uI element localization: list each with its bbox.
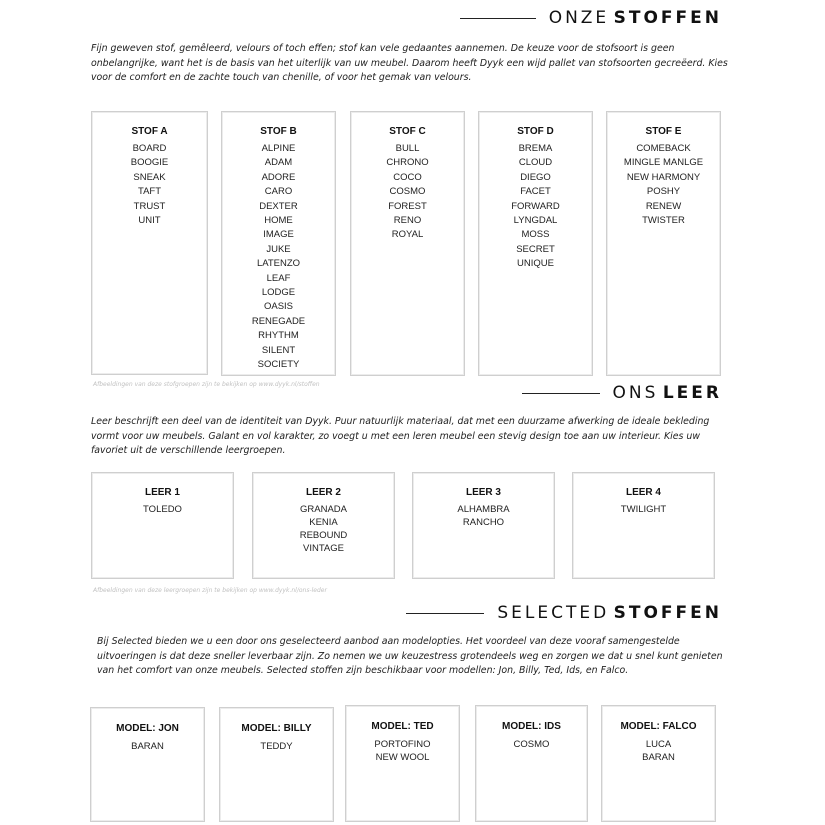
leer-group-title: LEER 3	[465, 487, 501, 498]
leer-heading	[522, 383, 723, 403]
heading-rule	[406, 613, 484, 614]
stof-group-a	[91, 111, 208, 375]
leer-group-list	[413, 503, 554, 529]
list-item: LEAF	[266, 272, 291, 284]
list-item: MOSS	[521, 229, 550, 241]
list-item: IMAGE	[263, 229, 294, 241]
list-item: OASIS	[263, 301, 294, 313]
stoffen-title-bold: STOFFEN	[613, 8, 722, 28]
list-item: TRUST	[133, 200, 166, 212]
list-item: LATENZO	[256, 258, 301, 270]
list-item: NEW HARMONY	[626, 171, 701, 183]
stoffen-title-light: ONZE	[548, 8, 610, 28]
stoffen-intro: Fijn geweven stof, gemêleerd, velours of toch effen; stof kan vele gedaantes aannemen. De keuze voor de stofsoort is geen onbelangrijke, want het is de basis van het uiterlijk van uw meubel. Daarom heeft Dyyk een wijd pallet van stofsoorten gecreëerd. Kies voor de comfort en de zachte touch van chenille, of voor het gemak van velours.	[91, 43, 728, 83]
model-group-list	[220, 741, 333, 754]
selected-title-bold: STOFFEN	[613, 603, 722, 623]
list-item: MINGLE MANLGE	[623, 157, 704, 169]
stof-group-list	[351, 142, 464, 243]
list-item: ALPINE	[261, 143, 296, 154]
list-item: BOOGIE	[130, 157, 169, 169]
model-group-title: MODEL: BILLY	[241, 723, 312, 734]
leer-title-light: ONS	[612, 383, 659, 403]
model-group-ids	[475, 705, 588, 822]
stof-group-title: STOF D	[517, 126, 554, 137]
selected-title-light: SELECTED	[497, 603, 610, 623]
list-item: BULL	[395, 143, 420, 154]
leer-group-title: LEER 1	[144, 487, 180, 498]
stof-group-list	[607, 142, 720, 228]
stof-group-list	[222, 142, 335, 373]
list-item: CLOUD	[518, 157, 553, 169]
selected-intro: Bij Selected bieden we u een door ons geselecteerd aanbod aan modelopties. Het voordeel van deze vooraf samengestelde uitvoeringen is dat deze sneller leverbaar zijn. Zo nemen we uw keuzestress grotendeels weg en zorgen we dat u snel kunt genieten van het comfort van onze meubels. Selected stoffen zijn beschikbaar voor modellen: Jon, Billy, Ted, Ids, en Falco.	[97, 636, 723, 676]
leer-group-4	[572, 472, 715, 579]
leer-intro: Leer beschrijft een deel van de identiteit van Dyyk. Puur natuurlijk materiaal, dat met een duurzame afwerking de ideale bekleding vormt voor uw meubels. Galant en vol karakter, zo voegt u met een leren meubel een stevig design toe aan uw interieur. Kies uw favoriet uit de verschillende leergroepen.	[91, 416, 710, 456]
leer-group-list	[92, 503, 233, 517]
list-item: JUKE	[266, 243, 291, 255]
model-group-list	[476, 739, 587, 752]
leer-group-title: LEER 2	[305, 487, 341, 498]
stof-group-list	[92, 142, 207, 228]
list-item: UNIT	[138, 215, 161, 227]
stof-group-title: STOF B	[260, 126, 297, 137]
stof-group-d	[478, 111, 593, 376]
list-item: GRANADA	[300, 504, 347, 515]
list-item: COSMO	[389, 186, 426, 198]
model-group-ted	[345, 705, 460, 822]
list-item: COMEBACK	[636, 143, 691, 154]
list-item: COCO	[393, 171, 422, 183]
list-item: HOME	[264, 215, 293, 227]
leer-group-title: LEER 4	[625, 487, 661, 498]
model-group-list	[602, 739, 715, 764]
list-item: BOARD	[132, 143, 167, 154]
list-item: KENIA	[309, 517, 338, 528]
list-item: LUCA	[645, 739, 672, 750]
model-group-falco	[601, 705, 716, 822]
leer-title-bold: LEER	[662, 383, 722, 403]
selected-heading	[406, 603, 722, 623]
leer-group-2	[252, 472, 395, 579]
list-item: POSHY	[646, 186, 681, 198]
list-item: BARAN	[131, 741, 164, 752]
leer-group-1	[91, 472, 234, 579]
list-item: COSMO	[513, 739, 550, 750]
model-group-title: MODEL: FALCO	[620, 721, 697, 732]
list-item: CARO	[264, 186, 293, 198]
list-item: VINTAGE	[303, 543, 344, 554]
model-group-list	[346, 739, 459, 764]
list-item: TWILIGHT	[620, 504, 667, 515]
list-item: ALHAMBRA	[457, 504, 510, 515]
list-item: ROYAL	[391, 229, 424, 241]
list-item: DIEGO	[520, 171, 551, 183]
leer-group-3	[412, 472, 555, 579]
list-item: FACET	[520, 186, 551, 198]
heading-rule	[460, 18, 536, 19]
stoffen-heading	[460, 8, 722, 28]
stof-group-e	[606, 111, 721, 376]
stof-group-list	[479, 142, 592, 272]
heading-rule	[522, 393, 600, 394]
list-item: RENEW	[645, 200, 682, 212]
list-item: REBOUND	[299, 530, 348, 541]
stof-group-c	[350, 111, 465, 376]
list-item: TEDDY	[260, 741, 293, 752]
list-item: PORTOFINO	[374, 739, 431, 750]
list-item: TAFT	[137, 186, 162, 198]
model-group-title: MODEL: IDS	[502, 721, 561, 732]
list-item: RANCHO	[462, 517, 505, 528]
list-item: SILENT	[261, 344, 296, 356]
stoffen-caption: Afbeeldingen van deze stofgroepen zijn te bekijken op www.dyyk.nl/stoffen	[93, 381, 320, 388]
list-item: FORWARD	[511, 200, 560, 212]
list-item: BARAN	[642, 751, 675, 763]
list-item: TWISTER	[642, 215, 685, 227]
leer-caption: Afbeeldingen van deze leergroepen zijn te bekijken op www.dyyk.nl/ons-leder	[93, 587, 327, 594]
stof-group-title: STOF E	[645, 126, 682, 137]
model-group-title: MODEL: TED	[371, 721, 434, 732]
stof-group-b	[221, 111, 336, 376]
list-item: CHRONO	[386, 157, 429, 169]
list-item: LODGE	[261, 287, 296, 299]
model-group-title: MODEL: JON	[116, 723, 179, 734]
stof-group-title: STOF A	[131, 126, 168, 137]
list-item: NEW WOOL	[375, 751, 430, 763]
list-item: BREMA	[518, 143, 553, 154]
list-item: FOREST	[388, 200, 427, 212]
leer-group-list	[573, 503, 714, 517]
list-item: RENO	[393, 215, 422, 227]
list-item: DEXTER	[259, 200, 298, 212]
list-item: RHYTHM	[258, 330, 299, 342]
list-item: LYNGDAL	[513, 215, 558, 227]
model-group-billy	[219, 707, 334, 822]
stof-group-title: STOF C	[389, 126, 426, 137]
list-item: ADAM	[264, 157, 293, 169]
model-group-list	[91, 741, 204, 754]
list-item: TOLEDO	[143, 504, 182, 515]
model-group-jon	[90, 707, 205, 822]
list-item: UNIQUE	[517, 258, 554, 270]
leer-group-list	[253, 503, 394, 555]
list-item: RENEGADE	[251, 315, 306, 327]
list-item: ADORE	[261, 171, 296, 183]
list-item: SECRET	[516, 243, 555, 255]
list-item: SNEAK	[133, 171, 166, 183]
list-item: SOCIETY	[257, 359, 300, 371]
